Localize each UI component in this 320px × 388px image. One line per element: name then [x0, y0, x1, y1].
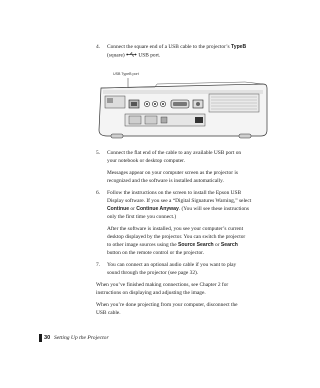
step-7-line-2: sound through the projector (see page 32).	[107, 270, 199, 276]
page-number: 30	[44, 335, 51, 341]
step-4-text-d: USB port.	[137, 52, 161, 59]
step-4-text-a: Connect the square end of a USB cable to the projector’s	[107, 44, 231, 50]
footer-marker	[39, 334, 42, 342]
step-4-line-1	[107, 44, 246, 51]
step-5-line-2: your notebook or desktop computer.	[107, 158, 186, 164]
step-6-note-line-2: desktop displayed by the projector. You can switch the projector	[107, 234, 246, 240]
step-6-note-or: or	[213, 242, 221, 248]
projector-drawing	[95, 72, 271, 142]
step-7-number: 7.	[96, 262, 101, 268]
paragraph-1-line-2: instructions on displaying and adjusting the image.	[96, 290, 206, 296]
typeb-label: TypeB	[231, 44, 247, 50]
usb-icon	[126, 53, 137, 59]
step-6-note-line-4: button on the remote control or the projector.	[107, 250, 205, 256]
step-6-line-4: only the first time you connect.)	[107, 214, 177, 220]
step-5-number: 5.	[96, 150, 101, 156]
continue-label: Continue	[107, 206, 130, 212]
step-5-note-line-1: Messages appear on your computer screen as the projector is	[107, 170, 238, 176]
step-6-note-line-1: After the software is installed, you see your computer’s current	[107, 226, 244, 232]
step-4-text-c: (square)	[107, 52, 127, 59]
step-6-note-text: to other image sources using the	[107, 242, 178, 248]
step-6-line-3	[107, 206, 249, 213]
step-6-line-2: Display software. If you see a “Digital Signatures Warning,” select	[107, 198, 252, 204]
paragraph-2-line-2: USB cable.	[96, 310, 121, 316]
source-search-label: Source Search	[177, 242, 214, 248]
step-4-number: 4.	[96, 44, 101, 50]
projector-rear-panel-illustration	[95, 72, 271, 142]
step-4-line-2	[107, 52, 160, 60]
step-7-line-1: You can connect an optional audio cable if you want to play	[107, 262, 237, 268]
step-6-line-3-end: . (You will see these instructions	[178, 206, 249, 212]
continue-anyway-label: Continue Anyway	[136, 206, 179, 212]
step-5-note-line-2: recognized and the software is installed automatically.	[107, 178, 224, 184]
step-6-number: 6.	[96, 190, 101, 196]
usb-typeb-port-callout: USB TypeB port	[113, 72, 139, 76]
running-footer-title: Setting Up the Projector	[54, 335, 109, 341]
paragraph-1-line-1: When you’ve finished making connections, see Chapter 2 for	[96, 282, 229, 288]
search-label: Search	[220, 242, 238, 248]
step-6-or: or	[129, 206, 137, 212]
step-6-line-1: Follow the instructions on the screen to install the Epson USB	[107, 190, 242, 196]
step-6-note-line-3	[107, 242, 238, 249]
paragraph-2-line-1: When you’re done projecting from your computer, disconnect the	[96, 302, 238, 308]
step-5-line-1: Connect the flat end of the cable to any available USB port on	[107, 150, 242, 156]
